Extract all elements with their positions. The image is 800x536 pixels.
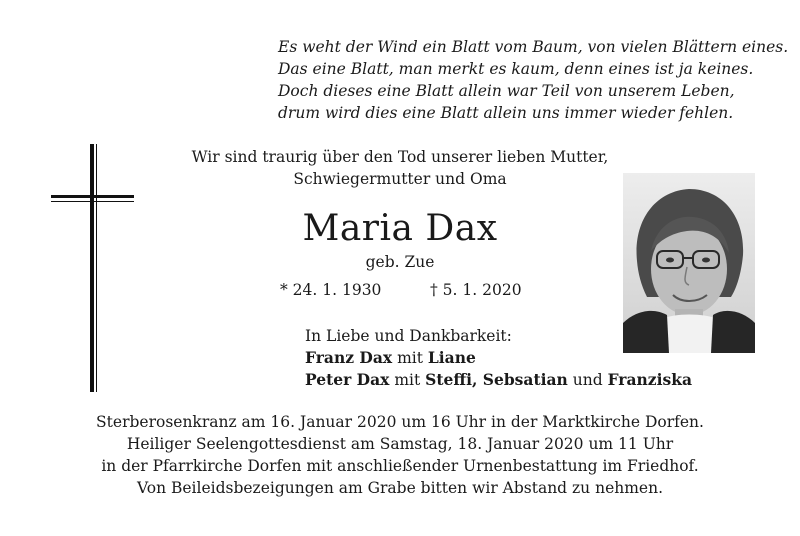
family-block xyxy=(305,325,692,391)
cross-horizontal-bar xyxy=(51,195,134,198)
cross-horizontal-line xyxy=(51,201,134,202)
family-member: Steffi, Sebsatian xyxy=(425,370,568,389)
poem xyxy=(278,36,789,124)
family-row xyxy=(305,369,692,391)
family-member: Peter Dax xyxy=(305,370,390,389)
birth-date: * 24. 1. 1930 xyxy=(280,281,382,299)
family-member: Franz Dax xyxy=(305,348,393,367)
maiden-name: geb. Zue xyxy=(365,253,435,271)
poem-line: Es weht der Wind ein Blatt vom Baum, von vielen Blättern eines. xyxy=(278,38,789,56)
family-row xyxy=(305,347,692,369)
intro-text xyxy=(150,146,650,190)
poem-line: Das eine Blatt, man merkt es kaum, denn eines ist ja keines. xyxy=(278,60,754,78)
cross-vertical-line xyxy=(96,144,97,392)
family-joiner: mit xyxy=(392,349,428,367)
service-details xyxy=(60,411,740,499)
family-heading: In Liebe und Dankbarkeit: xyxy=(305,327,512,345)
poem-line: Doch dieses eine Blatt allein war Teil von unserem Leben, xyxy=(278,82,735,100)
service-line: Von Beileidsbezeigungen am Grabe bitten wir Abstand zu nehmen. xyxy=(136,479,664,497)
family-member: Liane xyxy=(427,348,476,367)
intro-line: Wir sind traurig über den Tod unserer lieben Mutter, xyxy=(191,148,609,166)
intro-line: Schwiegermutter und Oma xyxy=(293,170,507,188)
family-member: Franziska xyxy=(607,370,692,389)
death-date: † 5. 1. 2020 xyxy=(430,281,522,299)
family-joiner: und xyxy=(567,371,608,389)
deceased-name: Maria Dax xyxy=(302,208,498,249)
family-joiner: mit xyxy=(389,371,426,389)
service-line: in der Pfarrkirche Dorfen mit anschließender Urnenbestattung im Friedhof. xyxy=(101,457,699,475)
service-line: Sterberosenkranz am 16. Januar 2020 um 16 Uhr in der Marktkirche Dorfen. xyxy=(96,413,704,431)
poem-line: drum wird dies eine Blatt allein uns immer wieder fehlen. xyxy=(278,104,734,122)
cross-vertical-bar xyxy=(90,144,94,392)
service-line: Heiliger Seelengottesdienst am Samstag, 18. Januar 2020 um 11 Uhr xyxy=(126,435,674,453)
